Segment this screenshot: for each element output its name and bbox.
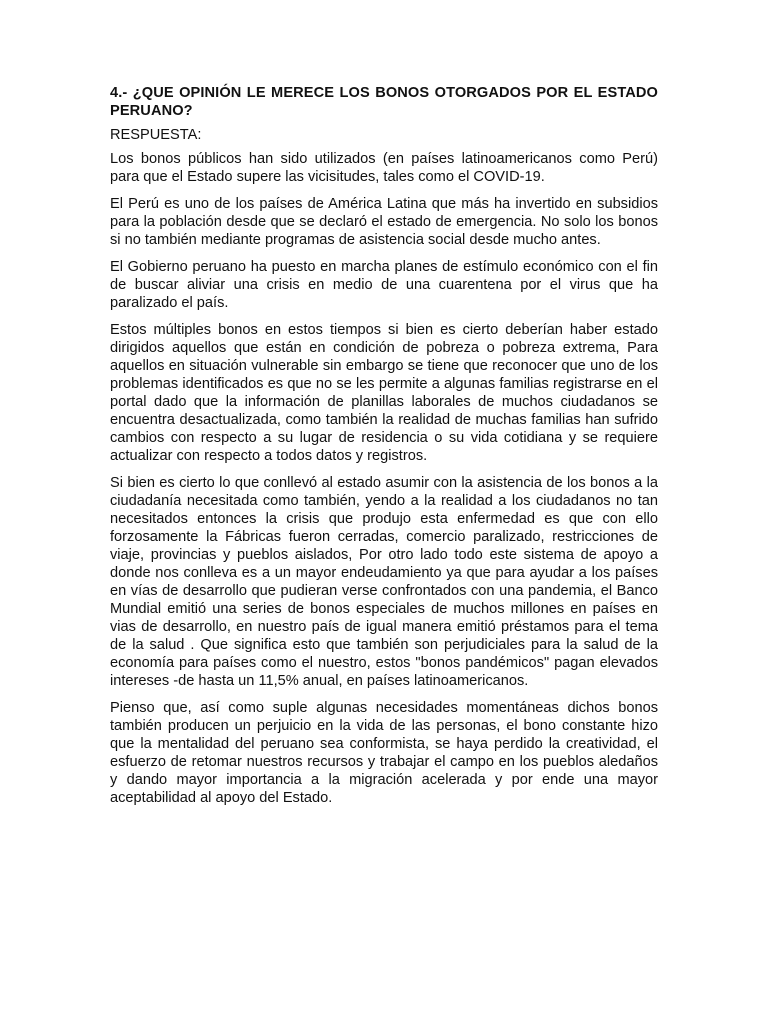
paragraph-4: Estos múltiples bonos en estos tiempos si bien es cierto deberían haber estado dirigidos aquellos que están en condición de pobreza o pobreza extrema, Para aquellos en situación vulnerable sin embargo se tiene que reconocer que uno de los problemas identificados es que no se les permite a algunas familias registrarse en el portal dado que la información de planillas laborales de muchos ciudadanos se encuentra desactualizada, como también la realidad de muchas familias han sufrido cambios con respecto a su lugar de residencia o su vida cotidiana y se requiere actualizar con respecto a todos datos y registros. <box>110 322 658 464</box>
question-heading: 4.- ¿QUE OPINIÓN LE MERECE LOS BONOS OTORGADOS POR EL ESTADO PERUANO? <box>110 85 658 119</box>
document-page <box>110 84 658 816</box>
paragraph-5: Si bien es cierto lo que conllevó al estado asumir con la asistencia de los bonos a la ciudadanía necesitada como también, yendo a la realidad a los ciudadanos no tan necesitados entonces la crisis que produjo esta enfermedad es que con ello forzosamente la Fábricas fueron cerradas, comercio paralizado, restricciones de viaje, provincias y pueblos aislados, Por otro lado todo este sistema de apoyo a donde nos conlleva es a un mayor endeudamiento ya que para ayudar a los países en vías de desarrollo que pudieran verse confrontados con una pandemia, el Banco Mundial emitió una series de bonos especiales de muchos millones en países en vias de desarrollo, en nuestro país de igual manera emitió préstamos para el tema de la salud . Que significa esto que también son perjudiciales para la salud de la economía para países como el nuestro, estos "bonos pandémicos" pagan elevados intereses -de hasta un 11,5% anual, en países latinoamericanos. <box>110 475 658 689</box>
paragraph-1: Los bonos públicos han sido utilizados (en países latinoamericanos como Perú) para que el Estado supere las vicisitudes, tales como el COVID-19. <box>110 151 658 185</box>
answer-label: RESPUESTA: <box>110 127 202 143</box>
paragraph-2: El Perú es uno de los países de América Latina que más ha invertido en subsidios para la población desde que se declaró el estado de emergencia. No solo los bonos si no también mediante programas de asistencia social desde mucho antes. <box>110 196 658 248</box>
paragraph-6: Pienso que, así como suple algunas necesidades momentáneas dichos bonos también producen un perjuicio en la vida de las personas, el bono constante hizo que la mentalidad del peruano sea conformista, se haya perdido la creatividad, el esfuerzo de retomar nuestros recursos y trabajar el campo en los pueblos aledaños y dando mayor importancia a la migración acelerada y por ende una mayor aceptabilidad al apoyo del Estado. <box>110 700 658 806</box>
paragraph-3: El Gobierno peruano ha puesto en marcha planes de estímulo económico con el fin de buscar aliviar una crisis en medio de una cuarentena por el virus que ha paralizado el país. <box>110 259 658 311</box>
